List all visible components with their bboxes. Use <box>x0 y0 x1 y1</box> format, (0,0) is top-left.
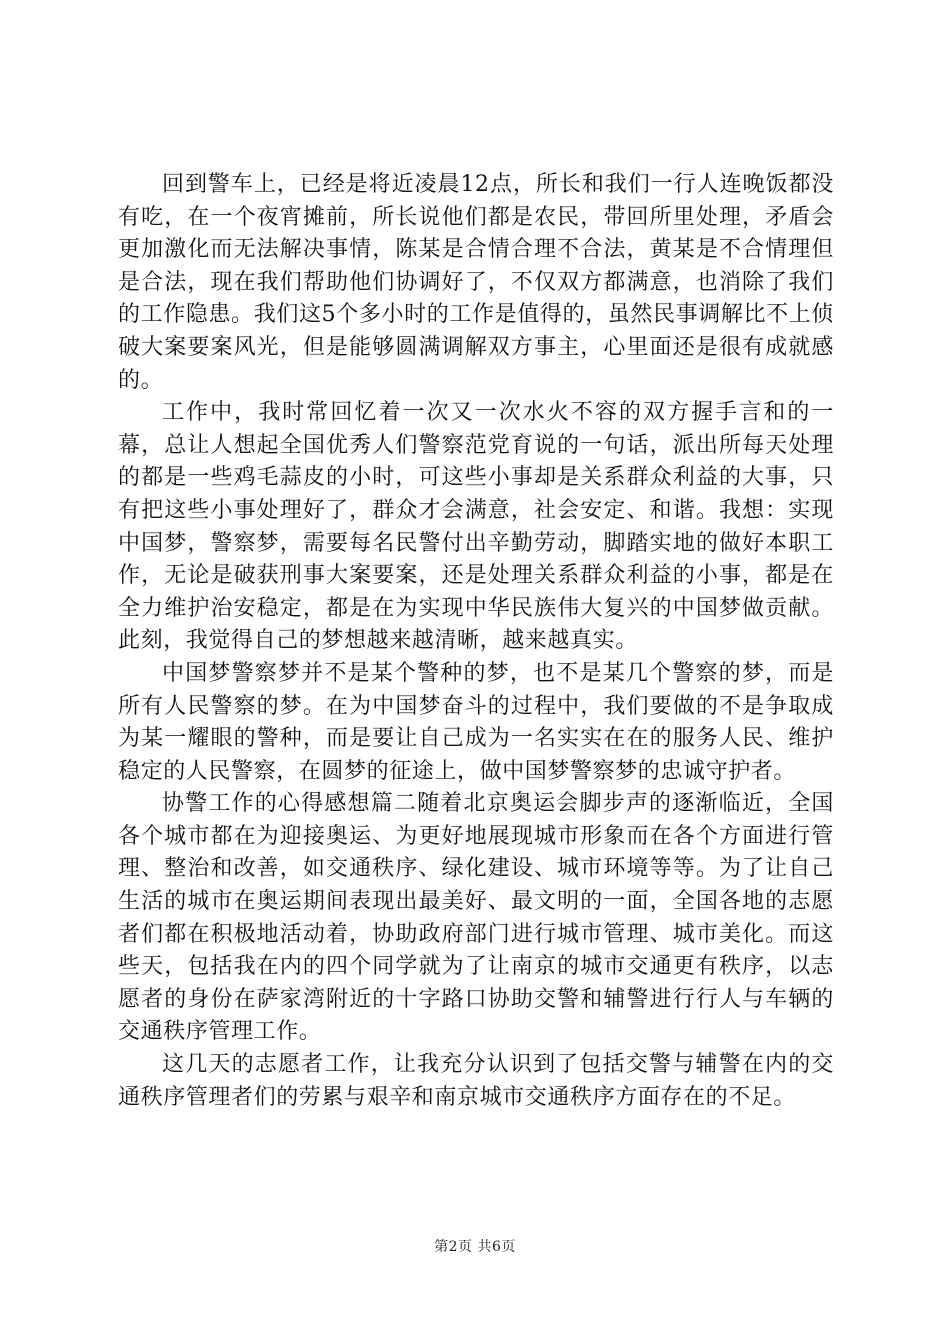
paragraph-2: 工作中，我时常回忆着一次又一次水火不容的双方握手言和的一幕，总让人想起全国优秀人们警察范党育说的一句话，派出所每天处理的都是一些鸡毛蒜皮的小时，可这些小事却是关系群众利益的大事，只有把这些小事处理好了，群众才会满意，社会安定、和谐。我想：实现中国梦，警察梦，需要每名民警付出辛勤劳动，脚踏实地的做好本职工作，无论是破获刑事大案要案，还是处理关系群众利益的小事，都是在全力维护治安稳定，都是在为实现中华民族伟大复兴的中国梦做贡献。此刻，我觉得自己的梦想越来越清晰，越来越真实。 <box>118 400 834 654</box>
paragraph-1: 回到警车上，已经是将近凌晨12点，所长和我们一行人连晚饭都没有吃，在一个夜宵摊前，所长说他们都是农民，带回所里处理，矛盾会更加激化而无法解决事情，陈某是合情合理不合法，黄某是不合情理但是合法，现在我们帮助他们协调好了，不仅双方都满意，也消除了我们的工作隐患。我们这5个多小时的工作是值得的，虽然民事调解比不上侦破大案要案风光，但是能够圆满调解双方事主，心里面还是很有成就感的。 <box>118 172 834 393</box>
page-number-footer: 第2页 共6页 <box>434 1239 516 1255</box>
paragraph-3: 中国梦警察梦并不是某个警种的梦，也不是某几个警察的梦，而是所有人民警察的梦。在为中国梦奋斗的过程中，我们要做的不是争取成为某一耀眼的警种，而是要让自己成为一名实实在在的服务人民、维护稳定的人民警察，在圆梦的征途上，做中国梦警察梦的忠诚守护者。 <box>118 660 834 784</box>
paragraph-5: 这几天的志愿者工作，让我充分认识到了包括交警与辅警在内的交通秩序管理者们的劳累与艰辛和南京城市交通秩序方面存在的不足。 <box>118 1052 834 1110</box>
document-body <box>118 169 834 1114</box>
paragraph-4: 协警工作的心得感想篇二随着北京奥运会脚步声的逐渐临近，全国各个城市都在为迎接奥运、为更好地展现城市形象而在各个方面进行管理、整治和改善，如交通秩序、绿化建设、城市环境等等。为了让自己生活的城市在奥运期间表现出最美好、最文明的一面，全国各地的志愿者们都在积极地活动着，协助政府部门进行城市管理、城市美化。而这些天，包括我在内的四个同学就为了让南京的城市交通更有秩序，以志愿者的身份在萨家湾附近的十字路口协助交警和辅警进行行人与车辆的交通秩序管理工作。 <box>118 791 834 1045</box>
